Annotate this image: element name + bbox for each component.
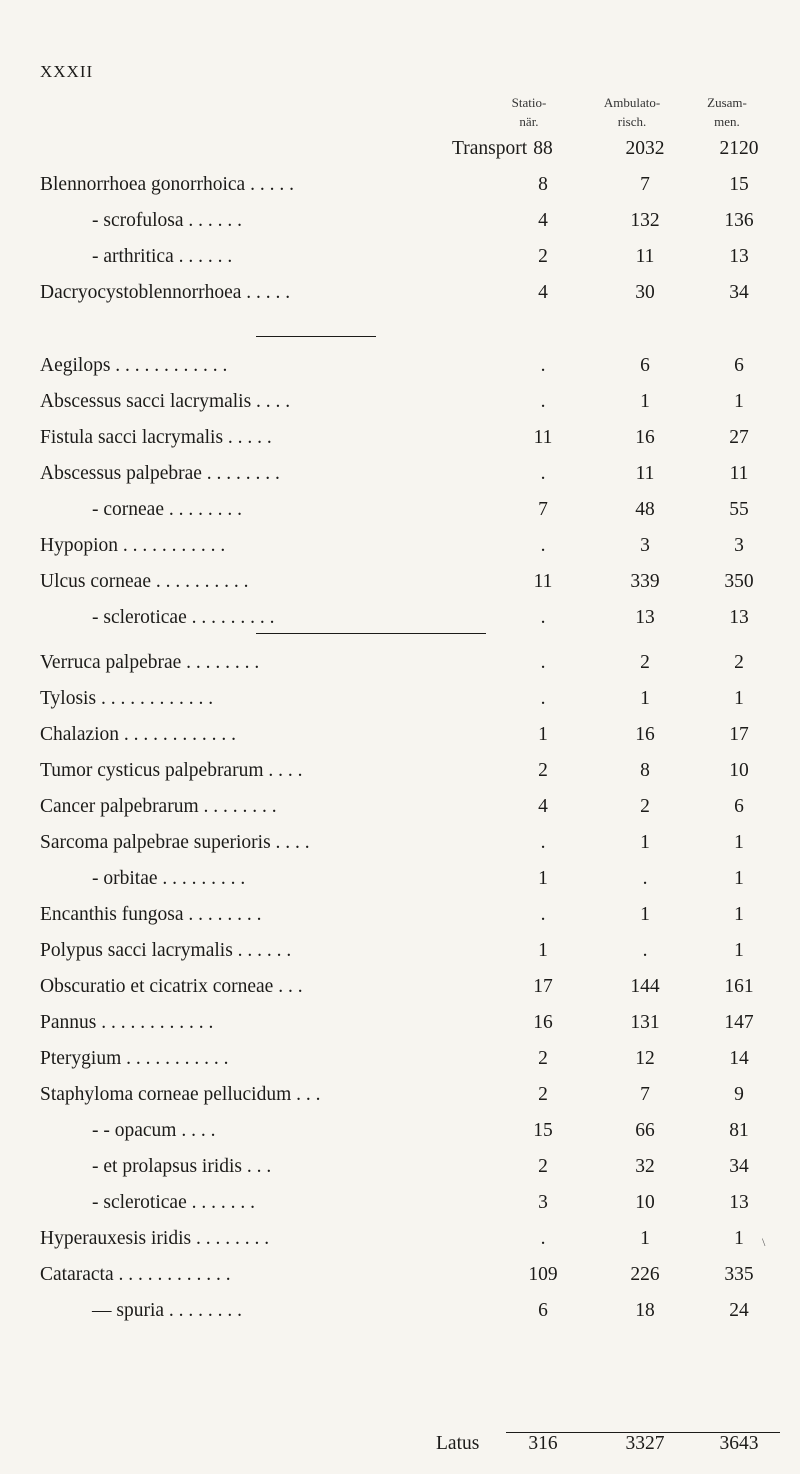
row-label: - orbitae . . . . . . . . .: [92, 868, 246, 889]
cell-zusammen: 24: [729, 1300, 749, 1321]
cell-ambulatorisch: .: [642, 868, 648, 889]
cell-ambulatorisch: 1: [640, 688, 650, 709]
cell-ambulatorisch: 8: [640, 760, 650, 781]
cell-ambulatorisch: 11: [635, 246, 655, 267]
cell-stationaer: 109: [528, 1264, 558, 1285]
row-label: - scrofulosa . . . . . .: [92, 210, 243, 231]
row-label: - scleroticae . . . . . . . . .: [92, 607, 275, 628]
cell-ambulatorisch: 1: [640, 832, 650, 853]
cell-stationaer: .: [540, 652, 546, 673]
cell-ambulatorisch: 3327: [625, 1433, 665, 1454]
row-label: Cancer palpebrarum . . . . . . . .: [40, 796, 277, 817]
cell-stationaer: .: [540, 832, 546, 853]
cell-stationaer: .: [540, 355, 546, 376]
transport-label: Transport: [452, 138, 528, 159]
cell-zusammen: 1: [734, 940, 744, 961]
table-row: [40, 753, 780, 789]
table-row: [40, 681, 780, 717]
table-row: [40, 861, 780, 897]
cell-zusammen: 2120: [719, 138, 759, 159]
cell-zusammen: 136: [724, 210, 754, 231]
table-row: [40, 420, 780, 456]
cell-stationaer: 4: [538, 210, 548, 231]
table-row: [40, 1077, 780, 1113]
row-label: Aegilops . . . . . . . . . . . .: [40, 355, 228, 376]
cell-zusammen: 6: [734, 355, 744, 376]
latus-label: Latus: [436, 1433, 480, 1454]
cell-zusammen: 27: [729, 427, 749, 448]
table-row: [40, 1293, 780, 1329]
cell-ambulatorisch: 226: [630, 1264, 660, 1285]
cell-ambulatorisch: 7: [640, 1084, 650, 1105]
group-divider: [256, 336, 376, 337]
cell-stationaer: .: [540, 463, 546, 484]
row-label: Chalazion . . . . . . . . . . . .: [40, 724, 237, 745]
row-label: - scleroticae . . . . . . .: [92, 1192, 255, 1213]
table-row: [40, 239, 780, 275]
table-row: [40, 1149, 780, 1185]
row-label: Pterygium . . . . . . . . . . .: [40, 1048, 229, 1069]
cell-zusammen: 1: [734, 832, 744, 853]
cell-ambulatorisch: 48: [635, 499, 655, 520]
table-row: [40, 492, 780, 528]
cell-zusammen: 15: [729, 174, 749, 195]
table-row: [40, 1221, 780, 1257]
cell-zusammen: 81: [729, 1120, 749, 1141]
cell-stationaer: .: [540, 391, 546, 412]
cell-ambulatorisch: 339: [630, 571, 660, 592]
cell-zusammen: 147: [724, 1012, 754, 1033]
cell-stationaer: 1: [538, 724, 548, 745]
cell-stationaer: 6: [538, 1300, 548, 1321]
cell-ambulatorisch: 66: [635, 1120, 655, 1141]
row-label: Cataracta . . . . . . . . . . . .: [40, 1264, 231, 1285]
cell-ambulatorisch: 18: [635, 1300, 655, 1321]
cell-zusammen: 335: [724, 1264, 754, 1285]
row-label: Staphyloma corneae pellucidum . . .: [40, 1084, 321, 1105]
cell-zusammen: 14: [729, 1048, 749, 1069]
cell-zusammen: 10: [729, 760, 749, 781]
cell-stationaer: 316: [528, 1433, 558, 1454]
row-label: - arthritica . . . . . .: [92, 246, 233, 267]
cell-stationaer: 2: [538, 246, 548, 267]
table-row: [40, 1113, 780, 1149]
cell-stationaer: 88: [533, 138, 553, 159]
cell-ambulatorisch: 1: [640, 904, 650, 925]
header-line: Ambulato-: [603, 95, 661, 110]
cell-ambulatorisch: 6: [640, 355, 650, 376]
cell-stationaer: 1: [538, 940, 548, 961]
cell-zusammen: 3: [734, 535, 744, 556]
table-row: [40, 1185, 780, 1221]
cell-stationaer: .: [540, 688, 546, 709]
cell-stationaer: .: [540, 1228, 546, 1249]
column-header-zusammen: [672, 93, 782, 131]
cell-zusammen: 350: [724, 571, 754, 592]
table-row: [40, 1257, 780, 1293]
cell-stationaer: 11: [533, 571, 553, 592]
cell-stationaer: .: [540, 607, 546, 628]
cell-ambulatorisch: 16: [635, 724, 655, 745]
cell-zusammen: 1: [734, 688, 744, 709]
transport-row: [40, 131, 780, 167]
cell-ambulatorisch: 1: [640, 391, 650, 412]
cell-stationaer: 7: [538, 499, 548, 520]
cell-ambulatorisch: 2: [640, 652, 650, 673]
row-label: Abscessus sacci lacrymalis . . . .: [40, 391, 291, 412]
cell-stationaer: 4: [538, 282, 548, 303]
header-line: men.: [714, 114, 740, 129]
table-row: [40, 645, 780, 681]
cell-ambulatorisch: 132: [630, 210, 660, 231]
cell-ambulatorisch: 131: [630, 1012, 660, 1033]
group-divider: [256, 633, 486, 634]
cell-stationaer: 17: [533, 976, 553, 997]
margin-mark: \: [762, 1235, 766, 1249]
header-line: Statio-: [511, 95, 547, 110]
table-row: [40, 203, 780, 239]
cell-ambulatorisch: .: [642, 940, 648, 961]
cell-ambulatorisch: 12: [635, 1048, 655, 1069]
table-row: [40, 897, 780, 933]
cell-stationaer: 1: [538, 868, 548, 889]
cell-ambulatorisch: 2: [640, 796, 650, 817]
header-line: när.: [519, 114, 539, 129]
table-row: [40, 456, 780, 492]
cell-zusammen: 1: [734, 391, 744, 412]
header-line: Zusam-: [707, 95, 747, 110]
cell-ambulatorisch: 1: [640, 1228, 650, 1249]
cell-stationaer: 16: [533, 1012, 553, 1033]
cell-ambulatorisch: 10: [635, 1192, 655, 1213]
row-label: Tylosis . . . . . . . . . . . .: [40, 688, 214, 709]
cell-stationaer: 2: [538, 1084, 548, 1105]
cell-stationaer: .: [540, 904, 546, 925]
page-number: XXXII: [40, 62, 94, 81]
cell-stationaer: 8: [538, 174, 548, 195]
row-label: Verruca palpebrae . . . . . . . .: [40, 652, 260, 673]
cell-ambulatorisch: 144: [630, 976, 660, 997]
table-row: [40, 1005, 780, 1041]
row-label: Fistula sacci lacrymalis . . . . .: [40, 427, 272, 448]
row-label: - - opacum . . . .: [92, 1120, 216, 1141]
row-label: Ulcus corneae . . . . . . . . . .: [40, 571, 249, 592]
cell-stationaer: 2: [538, 1156, 548, 1177]
header-line: risch.: [617, 114, 647, 129]
row-label: Sarcoma palpebrae superioris . . . .: [40, 832, 310, 853]
row-label: - et prolapsus iridis . . .: [92, 1156, 272, 1177]
cell-zusammen: 1: [734, 868, 744, 889]
table-row: [40, 933, 780, 969]
table-row: [40, 384, 780, 420]
row-label: Abscessus palpebrae . . . . . . . .: [40, 463, 280, 484]
table-row: [40, 275, 780, 311]
cell-zusammen: 1: [734, 904, 744, 925]
cell-zusammen: 9: [734, 1084, 744, 1105]
cell-zusammen: 17: [729, 724, 749, 745]
row-label: Pannus . . . . . . . . . . . .: [40, 1012, 214, 1033]
row-label: — spuria . . . . . . . .: [92, 1300, 243, 1321]
cell-zusammen: 6: [734, 796, 744, 817]
row-label: Tumor cysticus palpebrarum . . . .: [40, 760, 303, 781]
cell-zusammen: 3643: [719, 1433, 759, 1454]
cell-ambulatorisch: 13: [635, 607, 655, 628]
column-header-ambulatorisch: [577, 93, 687, 131]
row-label: Hypopion . . . . . . . . . . .: [40, 535, 226, 556]
row-label: Encanthis fungosa . . . . . . . .: [40, 904, 262, 925]
cell-ambulatorisch: 7: [640, 174, 650, 195]
cell-stationaer: 3: [538, 1192, 548, 1213]
table-row: [40, 789, 780, 825]
table-row: [40, 528, 780, 564]
cell-zusammen: 13: [729, 1192, 749, 1213]
cell-zusammen: 34: [729, 1156, 749, 1177]
cell-zusammen: 1: [734, 1228, 744, 1249]
cell-zusammen: 13: [729, 607, 749, 628]
cell-zusammen: 55: [729, 499, 749, 520]
cell-zusammen: 11: [729, 463, 749, 484]
table-row: [40, 564, 780, 600]
cell-stationaer: .: [540, 535, 546, 556]
table-row: [40, 969, 780, 1005]
cell-ambulatorisch: 3: [640, 535, 650, 556]
row-label: Polypus sacci lacrymalis . . . . . .: [40, 940, 292, 961]
cell-ambulatorisch: 2032: [625, 138, 665, 159]
row-label: Dacryocystoblennorrhoea . . . . .: [40, 282, 291, 303]
table-row: [40, 1041, 780, 1077]
cell-stationaer: 4: [538, 796, 548, 817]
table-row: [40, 717, 780, 753]
row-label: Blennorrhoea gonorrhoica . . . . .: [40, 174, 294, 195]
row-label: Hyperauxesis iridis . . . . . . . .: [40, 1228, 270, 1249]
row-label: Obscuratio et cicatrix corneae . . .: [40, 976, 303, 997]
latus-row: [40, 1426, 780, 1462]
cell-ambulatorisch: 32: [635, 1156, 655, 1177]
column-header-stationaer: [474, 93, 584, 131]
cell-zusammen: 2: [734, 652, 744, 673]
row-label: - corneae . . . . . . . .: [92, 499, 242, 520]
cell-zusammen: 34: [729, 282, 749, 303]
table-row: [40, 825, 780, 861]
table-row: [40, 348, 780, 384]
cell-stationaer: 15: [533, 1120, 553, 1141]
cell-ambulatorisch: 11: [635, 463, 655, 484]
cell-stationaer: 2: [538, 760, 548, 781]
cell-zusammen: 13: [729, 246, 749, 267]
cell-ambulatorisch: 30: [635, 282, 655, 303]
cell-ambulatorisch: 16: [635, 427, 655, 448]
cell-zusammen: 161: [724, 976, 754, 997]
table-row: [40, 600, 780, 636]
cell-stationaer: 2: [538, 1048, 548, 1069]
table-row: [40, 167, 780, 203]
cell-stationaer: 11: [533, 427, 553, 448]
